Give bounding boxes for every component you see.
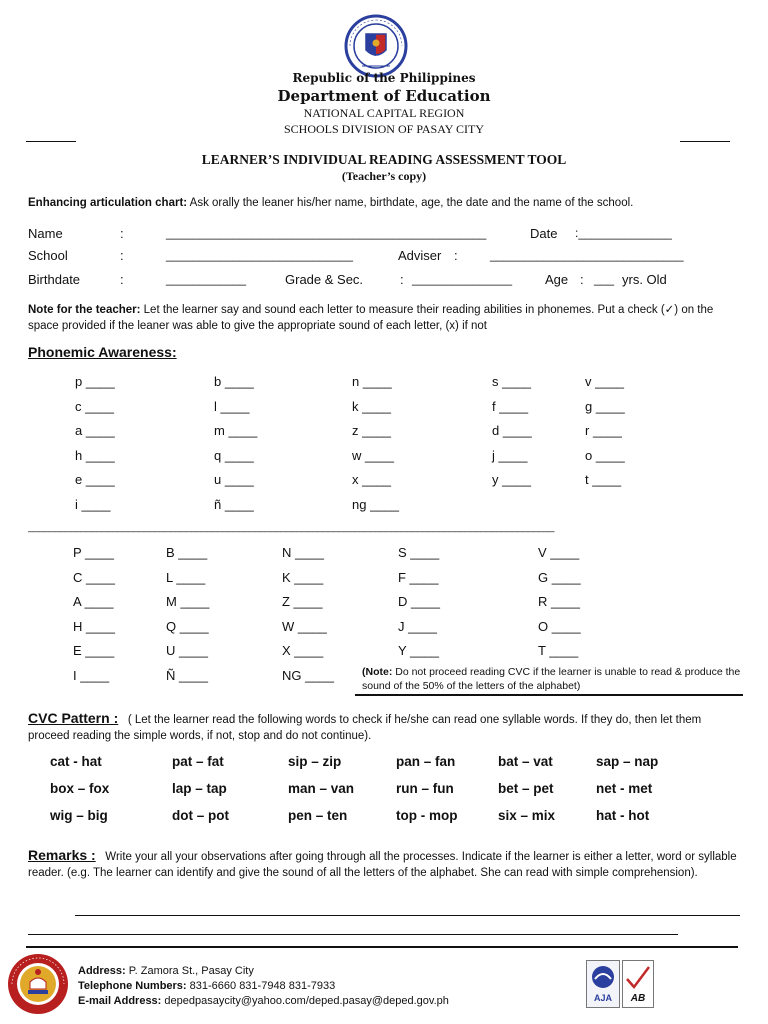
uppercase-letter-item[interactable]: M ____ [166, 594, 210, 609]
lowercase-letter-item[interactable]: z ____ [352, 423, 392, 438]
name-colon: : [120, 226, 124, 241]
lowercase-letter-item[interactable]: m ____ [214, 423, 258, 438]
uppercase-letter-item[interactable]: T ____ [538, 643, 579, 658]
page-title: LEARNER’S INDIVIDUAL READING ASSESSMENT TOOL [201, 152, 567, 167]
cvc-note-text: Do not proceed reading CVC if the learner is unable to read & produce the sound of the 50% of the letters of the alphabet) [362, 666, 741, 692]
uppercase-letter-item[interactable]: J ____ [398, 618, 438, 634]
lowercase-letter-item[interactable]: e ____ [75, 472, 115, 487]
uppercase-letter-item[interactable]: I ____ [73, 667, 110, 683]
lowercase-letter-item[interactable]: r ____ [585, 423, 622, 438]
uppercase-letter-item[interactable]: Q ____ [166, 618, 209, 634]
teacher-note-text: Let the learner say and sound each letter to measure their reading abilities in phonemes. Put a check (✓) on the space provided if the leaner was able to give the appropriate sound of each letter, (x) if not [28, 304, 714, 332]
uppercase-letter-item[interactable]: G ____ [538, 569, 581, 585]
letter-separator: ____________________________________________________________________________________________________ [28, 522, 555, 533]
uppercase-letter-item[interactable]: K ____ [282, 569, 324, 585]
age-unit: yrs. Old [622, 272, 667, 287]
footer-phone [78, 980, 335, 992]
chart-intro-text: Ask orally the leaner his/her name, birthdate, age, the date and the name of the school. [187, 197, 634, 209]
cvc-note [362, 665, 742, 693]
lowercase-letter-item[interactable]: ñ ____ [214, 496, 254, 512]
cvc-word: six – mix [498, 808, 556, 823]
division-text: SCHOOLS DIVISION OF PASAY CITY [283, 122, 485, 136]
email-value[interactable]: depedpasaycity@yahoo.com/deped.pasay@deped.gov.ph [161, 995, 449, 1007]
remarks-line-2[interactable] [28, 934, 678, 935]
uppercase-letter-item[interactable]: P ____ [73, 545, 114, 560]
section-divider [355, 694, 743, 696]
cvc-word: sip – zip [288, 754, 342, 769]
lowercase-letter-item[interactable]: ng ____ [352, 496, 399, 512]
uppercase-letter-item[interactable]: H ____ [73, 618, 115, 634]
chart-intro [28, 197, 633, 209]
cvc-section [28, 710, 744, 744]
remarks-heading: Remarks : [28, 847, 96, 863]
cvc-word: man – van [288, 781, 355, 796]
uppercase-letter-item[interactable]: U ____ [166, 643, 208, 658]
age-field[interactable]: ___ [594, 272, 615, 286]
grade-colon: : [400, 272, 404, 287]
cvc-word: pan – fan [396, 754, 456, 769]
footer-divider [26, 946, 738, 948]
uppercase-letter-item[interactable]: O ____ [538, 618, 581, 634]
cvc-word: lap – tap [172, 781, 227, 796]
cvc-word: sap – nap [596, 754, 659, 769]
uppercase-letter-item[interactable]: D ____ [398, 594, 440, 609]
lowercase-letter-item[interactable]: x ____ [352, 472, 392, 487]
age-label: Age [545, 272, 569, 287]
lowercase-letter-item[interactable]: p ____ [75, 374, 115, 389]
footer-email [78, 995, 449, 1007]
uppercase-letter-item[interactable]: F ____ [398, 569, 439, 585]
uppercase-letter-item[interactable]: L ____ [166, 569, 206, 585]
birthdate-label: Birthdate [28, 272, 81, 287]
lowercase-letter-item[interactable]: t ____ [585, 472, 622, 487]
grade-label: Grade & Sec. [285, 272, 364, 287]
cvc-word: run – fun [396, 781, 454, 796]
uppercase-letter-item[interactable]: V ____ [538, 545, 580, 560]
deped-seal [344, 14, 408, 78]
uppercase-letter-item[interactable]: B ____ [166, 545, 208, 560]
aja-certification-badge [586, 960, 620, 1008]
division-logo [6, 952, 70, 1016]
cvc-word: net - met [596, 781, 653, 796]
name-field[interactable]: ________________________________________________ [166, 226, 487, 240]
birthdate-colon: : [120, 272, 124, 287]
lowercase-letter-item[interactable]: v ____ [585, 374, 625, 389]
uppercase-letter-item[interactable]: E ____ [73, 643, 115, 658]
date-field[interactable]: :______________ [575, 226, 672, 240]
cvc-word: box – fox [50, 781, 110, 796]
cvc-word: bet – pet [498, 781, 554, 796]
lowercase-letter-item[interactable]: c ____ [75, 398, 115, 414]
adviser-field[interactable]: _____________________________ [490, 248, 684, 262]
school-colon: : [120, 248, 124, 263]
lowercase-letter-item[interactable]: b ____ [214, 374, 254, 389]
header-divider-left [26, 141, 76, 142]
lowercase-letter-item[interactable]: y ____ [492, 472, 532, 487]
uppercase-letter-item[interactable]: Ñ ____ [166, 667, 208, 683]
lowercase-letter-item[interactable]: w ____ [352, 447, 394, 463]
republic-text: Republic of the Philippines [292, 71, 476, 85]
uppercase-letter-item[interactable]: R ____ [538, 594, 580, 609]
lowercase-letter-item[interactable]: a ____ [75, 423, 115, 438]
lowercase-letter-item[interactable]: o ____ [585, 447, 625, 463]
lowercase-letter-item[interactable]: g ____ [585, 398, 625, 414]
uppercase-letter-item[interactable]: S ____ [398, 545, 440, 560]
address-label: Address: [78, 965, 126, 977]
adviser-colon: : [454, 248, 458, 263]
lowercase-letter-item[interactable]: f ____ [492, 398, 529, 414]
cvc-word: bat – vat [498, 754, 553, 769]
uppercase-letter-item[interactable]: Y ____ [398, 643, 439, 658]
remarks-section [28, 847, 744, 881]
lowercase-letter-item[interactable]: q ____ [214, 447, 254, 463]
page-subtitle: (Teacher’s copy) [341, 169, 427, 183]
uppercase-letter-item[interactable]: C ____ [73, 569, 115, 585]
name-label: Name [28, 226, 63, 241]
cvc-instructions: ( Let the learner read the following words to check if he/she can read one syllable words. If they do, then let them proceed reading the simple words, if not, stop and do not continue). [28, 714, 702, 742]
cvc-word: top - mop [396, 808, 458, 823]
lowercase-letter-item[interactable]: h ____ [75, 447, 115, 463]
grade-field[interactable]: _______________ [412, 272, 513, 286]
address-value: P. Zamora St., Pasay City [125, 965, 254, 977]
email-label: E-mail Address: [78, 995, 162, 1007]
cvc-note-label: (Note: [362, 666, 393, 678]
uppercase-letter-item[interactable]: A ____ [73, 594, 114, 609]
school-label: School [28, 248, 68, 263]
cvc-word: wig – big [50, 808, 108, 823]
remarks-text: Write your all your observations after going through all the processes. Indicate if the learner is either a letter, word or syllable reader. (e.g. The learner can identify and give the sound of all the letters of the alphabet. She can read with simple comprehension). [28, 851, 737, 879]
lowercase-letter-item[interactable]: k ____ [352, 398, 392, 414]
phone-value: 831-6660 831-7948 831-7933 [186, 980, 336, 992]
region-text: NATIONAL CAPITAL REGION [303, 106, 465, 120]
uppercase-letter-item[interactable]: Z ____ [282, 594, 323, 609]
lowercase-letter-item[interactable]: d ____ [492, 423, 532, 438]
date-label: Date [530, 226, 558, 241]
jab-certification-badge [622, 960, 654, 1008]
chart-intro-label: Enhancing articulation chart: [28, 197, 188, 209]
uppercase-letter-item[interactable]: N ____ [282, 545, 324, 560]
cvc-word: cat - hat [50, 754, 102, 769]
birthdate-field[interactable]: ____________ [166, 272, 247, 286]
age-colon: : [580, 272, 584, 287]
department-text: Department of Education [277, 87, 491, 105]
lowercase-letter-item[interactable]: s ____ [492, 374, 532, 389]
phone-label: Telephone Numbers: [78, 980, 187, 992]
remarks-line-1[interactable] [75, 915, 740, 916]
footer-address [78, 965, 254, 977]
lowercase-letter-item[interactable]: i ____ [75, 496, 111, 512]
cvc-word: pen – ten [288, 808, 348, 823]
aja-badge-text: AJA [593, 993, 612, 1003]
cvc-word: hat - hot [596, 808, 650, 823]
cvc-word: pat – fat [172, 754, 224, 769]
lowercase-letter-item[interactable]: j ____ [492, 447, 528, 463]
cvc-heading: CVC Pattern : [28, 710, 119, 726]
lowercase-letter-item[interactable]: l ____ [214, 398, 250, 414]
phonemic-heading: Phonemic Awareness: [28, 344, 177, 360]
teacher-note-label: Note for the teacher: [28, 304, 141, 316]
jab-badge-text: AB [630, 993, 646, 1004]
cvc-word: dot – pot [172, 808, 229, 823]
teacher-note [28, 302, 740, 334]
lowercase-letter-item[interactable]: n ____ [352, 374, 392, 389]
adviser-label: Adviser [398, 248, 442, 263]
lowercase-letter-item[interactable]: u ____ [214, 472, 254, 487]
uppercase-letter-item[interactable]: NG ____ [282, 667, 335, 683]
uppercase-letter-item[interactable]: W ____ [282, 618, 327, 634]
uppercase-letter-item[interactable]: X ____ [282, 643, 324, 658]
header-divider-right [680, 141, 730, 142]
school-field[interactable]: ____________________________ [166, 248, 353, 262]
